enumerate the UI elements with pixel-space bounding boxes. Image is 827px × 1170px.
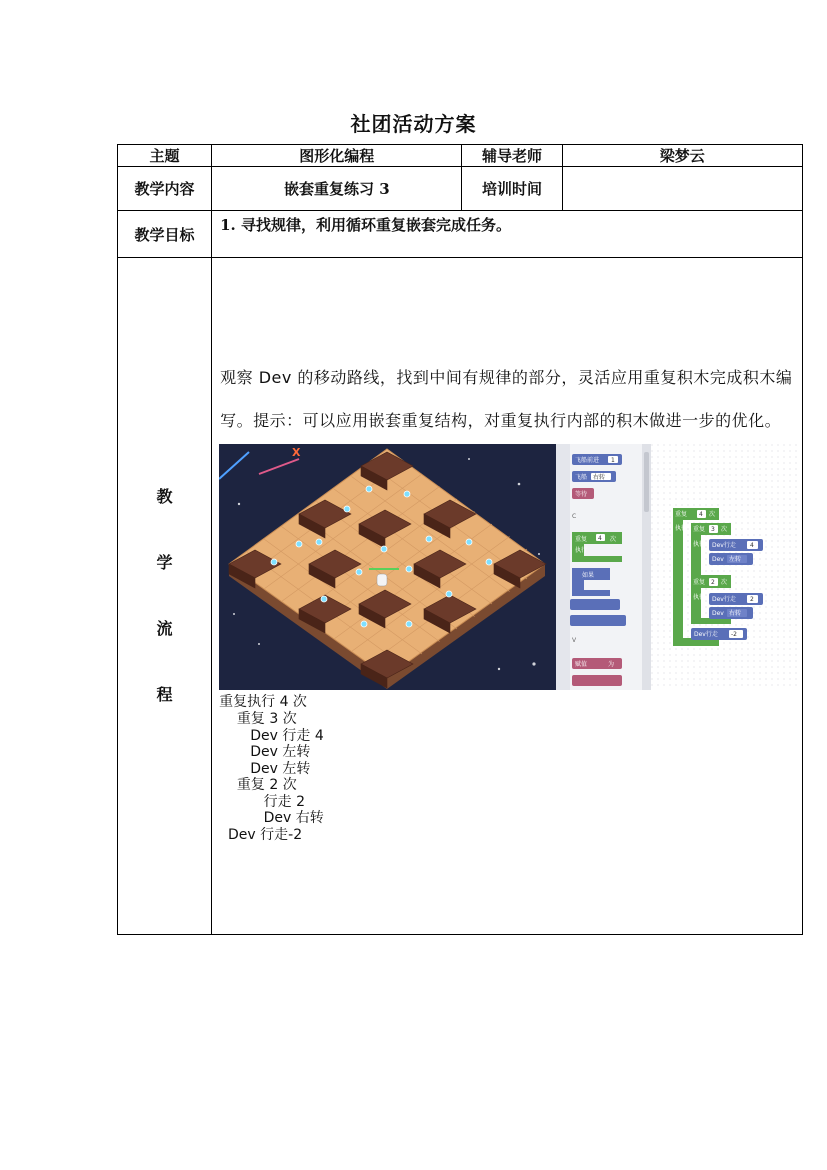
code-line: 重复 2 次 xyxy=(219,777,297,794)
palette-block-label: 为 xyxy=(608,661,615,669)
ws-block-label: 重复 xyxy=(693,526,706,534)
palette-category: C xyxy=(572,513,577,521)
ws-block-value: 左转 xyxy=(729,556,742,564)
ws-block-label: 次 xyxy=(721,526,728,534)
document-title: 社团活动方案 xyxy=(350,112,477,136)
palette-category: V xyxy=(572,637,577,645)
block-palette xyxy=(556,444,651,690)
label-goal: 教学目标 xyxy=(118,211,212,258)
ws-block-label: Dev行走 xyxy=(712,542,736,550)
code-line: 重复 3 次 xyxy=(219,710,297,727)
ws-block-value: -2 xyxy=(731,631,738,639)
code-line: Dev 左转 xyxy=(219,760,311,777)
time-value xyxy=(562,167,802,211)
ws-block-label: 次 xyxy=(721,579,728,587)
palette-block-value: 4 xyxy=(598,535,602,543)
code-workspace xyxy=(651,444,799,690)
code-line: Dev 行走-2 xyxy=(219,827,303,844)
code-line: Dev 右转 xyxy=(219,810,324,827)
process-char: 学 xyxy=(156,553,173,572)
label-topic: 主题 xyxy=(118,145,212,167)
ws-block-label: 执行 xyxy=(675,525,688,533)
ws-block-label: 重复 xyxy=(693,579,706,587)
ws-block-value: 2 xyxy=(711,579,715,587)
ws-block-label: Dev行走 xyxy=(712,596,736,604)
ws-block-label: 执行 xyxy=(693,541,706,549)
label-process xyxy=(118,258,212,935)
table-row xyxy=(118,258,803,935)
code-line: Dev 左转 xyxy=(219,744,311,761)
palette-block-label: 重复 xyxy=(575,536,588,544)
palette-block-label: 飞船前进 xyxy=(575,457,600,465)
axis-x-label: X xyxy=(292,446,301,460)
process-char: 教 xyxy=(156,487,173,506)
game-screenshot xyxy=(219,444,799,690)
palette-block-label: 如果 xyxy=(582,572,595,580)
code-line: Dev 行走 4 xyxy=(219,727,324,744)
ws-block-value: 4 xyxy=(699,511,703,519)
game-board-image xyxy=(219,444,556,690)
ws-block-label: Dev xyxy=(712,556,724,564)
process-content xyxy=(212,258,803,935)
palette-block-label: 执行 xyxy=(575,547,588,555)
ws-block-label: 次 xyxy=(709,511,716,519)
pseudo-code xyxy=(219,694,802,843)
ws-block-label: 执行 xyxy=(693,594,706,602)
ws-block-value: 右转 xyxy=(729,610,742,618)
process-char: 流 xyxy=(156,619,173,638)
process-char: 程 xyxy=(156,685,173,704)
ws-block-label: 重复 xyxy=(675,511,688,519)
label-teacher: 辅导老师 xyxy=(462,145,562,167)
palette-block-label: 等待 xyxy=(575,491,588,499)
code-line: 行走 2 xyxy=(219,793,305,810)
goal-value: 1. 寻找规律，利用循环重复嵌套完成任务。 xyxy=(212,211,803,258)
palette-block-label: 次 xyxy=(610,536,617,544)
instruction-paragraph: 观察 Dev 的移动路线，找到中间有规律的部分，灵活应用重复积木完成积木编写。提示：可以应用嵌套重复结构，对重复执行内部的积木做进一步的优化。 xyxy=(220,368,793,431)
table-row xyxy=(118,167,803,211)
palette-block-label: 飞船 xyxy=(575,474,588,482)
code-line: 重复执行 4 次 xyxy=(219,694,307,711)
ws-block-label: Dev行走 xyxy=(694,631,718,639)
ws-block-value: 4 xyxy=(750,542,754,550)
palette-block-label: 赋值 xyxy=(575,661,588,669)
ws-block-label: Dev xyxy=(712,610,724,618)
content-value: 嵌套重复练习 3 xyxy=(212,167,462,211)
table-row xyxy=(118,211,803,258)
ws-block-value: 2 xyxy=(750,596,754,604)
label-content: 教学内容 xyxy=(118,167,212,211)
topic-value: 图形化编程 xyxy=(212,145,462,167)
palette-block-value: 右转 xyxy=(593,474,606,482)
activity-plan-table xyxy=(117,144,803,935)
label-time: 培训时间 xyxy=(462,167,562,211)
ws-block-value: 3 xyxy=(711,526,715,534)
palette-block-value: 1 xyxy=(611,457,615,465)
teacher-value: 梁梦云 xyxy=(562,145,802,167)
table-row xyxy=(118,145,803,167)
